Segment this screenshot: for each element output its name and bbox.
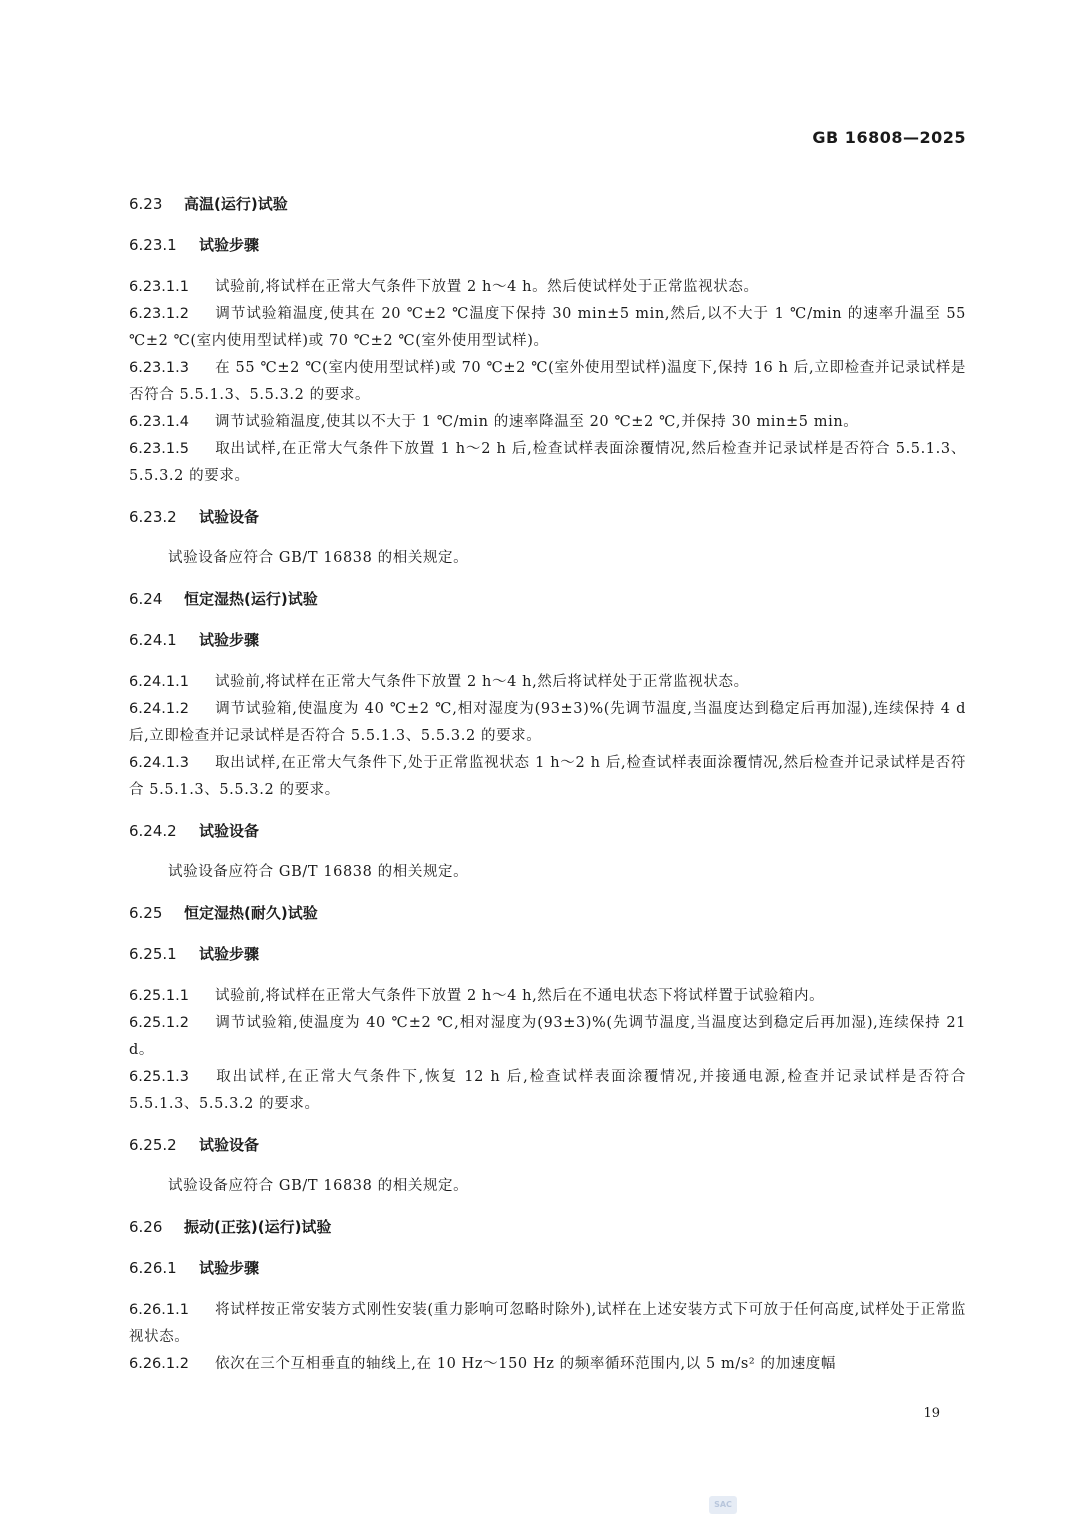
subsection-heading: 6.26.1 试验步骤 xyxy=(129,1259,260,1277)
clause-item: 6.23.1.2 调节试验箱温度,使其在 20 ℃±2 ℃温度下保持 30 min±5 min,然后,以不大于 1 ℃/min 的速率升温至 55 ℃±2 ℃(室内使用型试样)或 70 ℃±2 ℃(室外使用型试样)。 xyxy=(129,306,966,349)
document-body xyxy=(129,192,966,1393)
section-heading: 6.23 高温(运行)试验 xyxy=(129,195,288,213)
clause-item: 6.24.1.1 试验前,将试样在正常大气条件下放置 2 h～4 h,然后将试样处于正常监视状态。 xyxy=(129,674,749,690)
section-heading: 6.25 恒定湿热(耐久)试验 xyxy=(129,904,318,922)
clause-item: 6.26.1.1 将试样按正常安装方式刚性安装(重力影响可忽略时除外),试样在上述安装方式下可放于任何高度,试样处于正常监视状态。 xyxy=(129,1302,966,1345)
equipment-paragraph: 试验设备应符合 GB/T 16838 的相关规定。 xyxy=(168,1178,469,1194)
clause-item: 6.23.1.4 调节试验箱温度,使其以不大于 1 ℃/min 的速率降温至 20 ℃±2 ℃,并保持 30 min±5 min。 xyxy=(129,414,859,430)
clause-item: 6.23.1.3 在 55 ℃±2 ℃(室内使用型试样)或 70 ℃±2 ℃(室外使用型试样)温度下,保持 16 h 后,立即检查并记录试样是否符合 5.5.1.3、5.5.3.2 的要求。 xyxy=(129,360,966,403)
clause-item: 6.25.1.1 试验前,将试样在正常大气条件下放置 2 h～4 h,然后在不通电状态下将试样置于试验箱内。 xyxy=(129,988,825,1004)
subsection-heading: 6.25.1 试验步骤 xyxy=(129,945,260,963)
subsection-heading: 6.23.2 试验设备 xyxy=(129,508,260,526)
section-heading: 6.24 恒定湿热(运行)试验 xyxy=(129,590,318,608)
clause-item: 6.25.1.3 取出试样,在正常大气条件下,恢复 12 h 后,检查试样表面涂覆情况,并接通电源,检查并记录试样是否符合 5.5.1.3、5.5.3.2 的要求。 xyxy=(129,1069,966,1112)
page-number: 19 xyxy=(923,1406,940,1421)
clause-item: 6.23.1.5 取出试样,在正常大气条件下放置 1 h～2 h 后,检查试样表面涂覆情况,然后检查并记录试样是否符合 5.5.1.3、5.5.3.2 的要求。 xyxy=(129,441,966,484)
subsection-heading: 6.24.1 试验步骤 xyxy=(129,631,260,649)
clause-item: 6.24.1.2 调节试验箱,使温度为 40 ℃±2 ℃,相对湿度为(93±3)%(先调节温度,当温度达到稳定后再加湿),连续保持 4 d 后,立即检查并记录试样是否符合 5.5.1.3、5.5.3.2 的要求。 xyxy=(129,701,966,744)
clause-item: 6.23.1.1 试验前,将试样在正常大气条件下放置 2 h～4 h。然后使试样处于正常监视状态。 xyxy=(129,279,759,295)
section-heading: 6.26 振动(正弦)(运行)试验 xyxy=(129,1218,332,1236)
standard-number: GB 16808—2025 xyxy=(812,128,966,147)
clause-item: 6.25.1.2 调节试验箱,使温度为 40 ℃±2 ℃,相对湿度为(93±3)%(先调节温度,当温度达到稳定后再加湿),连续保持 21 d。 xyxy=(129,1015,966,1058)
sac-watermark-logo: SAC xyxy=(709,1496,737,1514)
subsection-heading: 6.25.2 试验设备 xyxy=(129,1136,260,1154)
equipment-paragraph: 试验设备应符合 GB/T 16838 的相关规定。 xyxy=(168,864,469,880)
clause-item: 6.26.1.2 依次在三个互相垂直的轴线上,在 10 Hz～150 Hz 的频率循环范围内,以 5 m/s² 的加速度幅 xyxy=(129,1356,836,1372)
subsection-heading: 6.24.2 试验设备 xyxy=(129,822,260,840)
subsection-heading: 6.23.1 试验步骤 xyxy=(129,236,260,254)
clause-item: 6.24.1.3 取出试样,在正常大气条件下,处于正常监视状态 1 h～2 h 后,检查试样表面涂覆情况,然后检查并记录试样是否符合 5.5.1.3、5.5.3.2 的要求。 xyxy=(129,755,966,798)
equipment-paragraph: 试验设备应符合 GB/T 16838 的相关规定。 xyxy=(168,550,469,566)
